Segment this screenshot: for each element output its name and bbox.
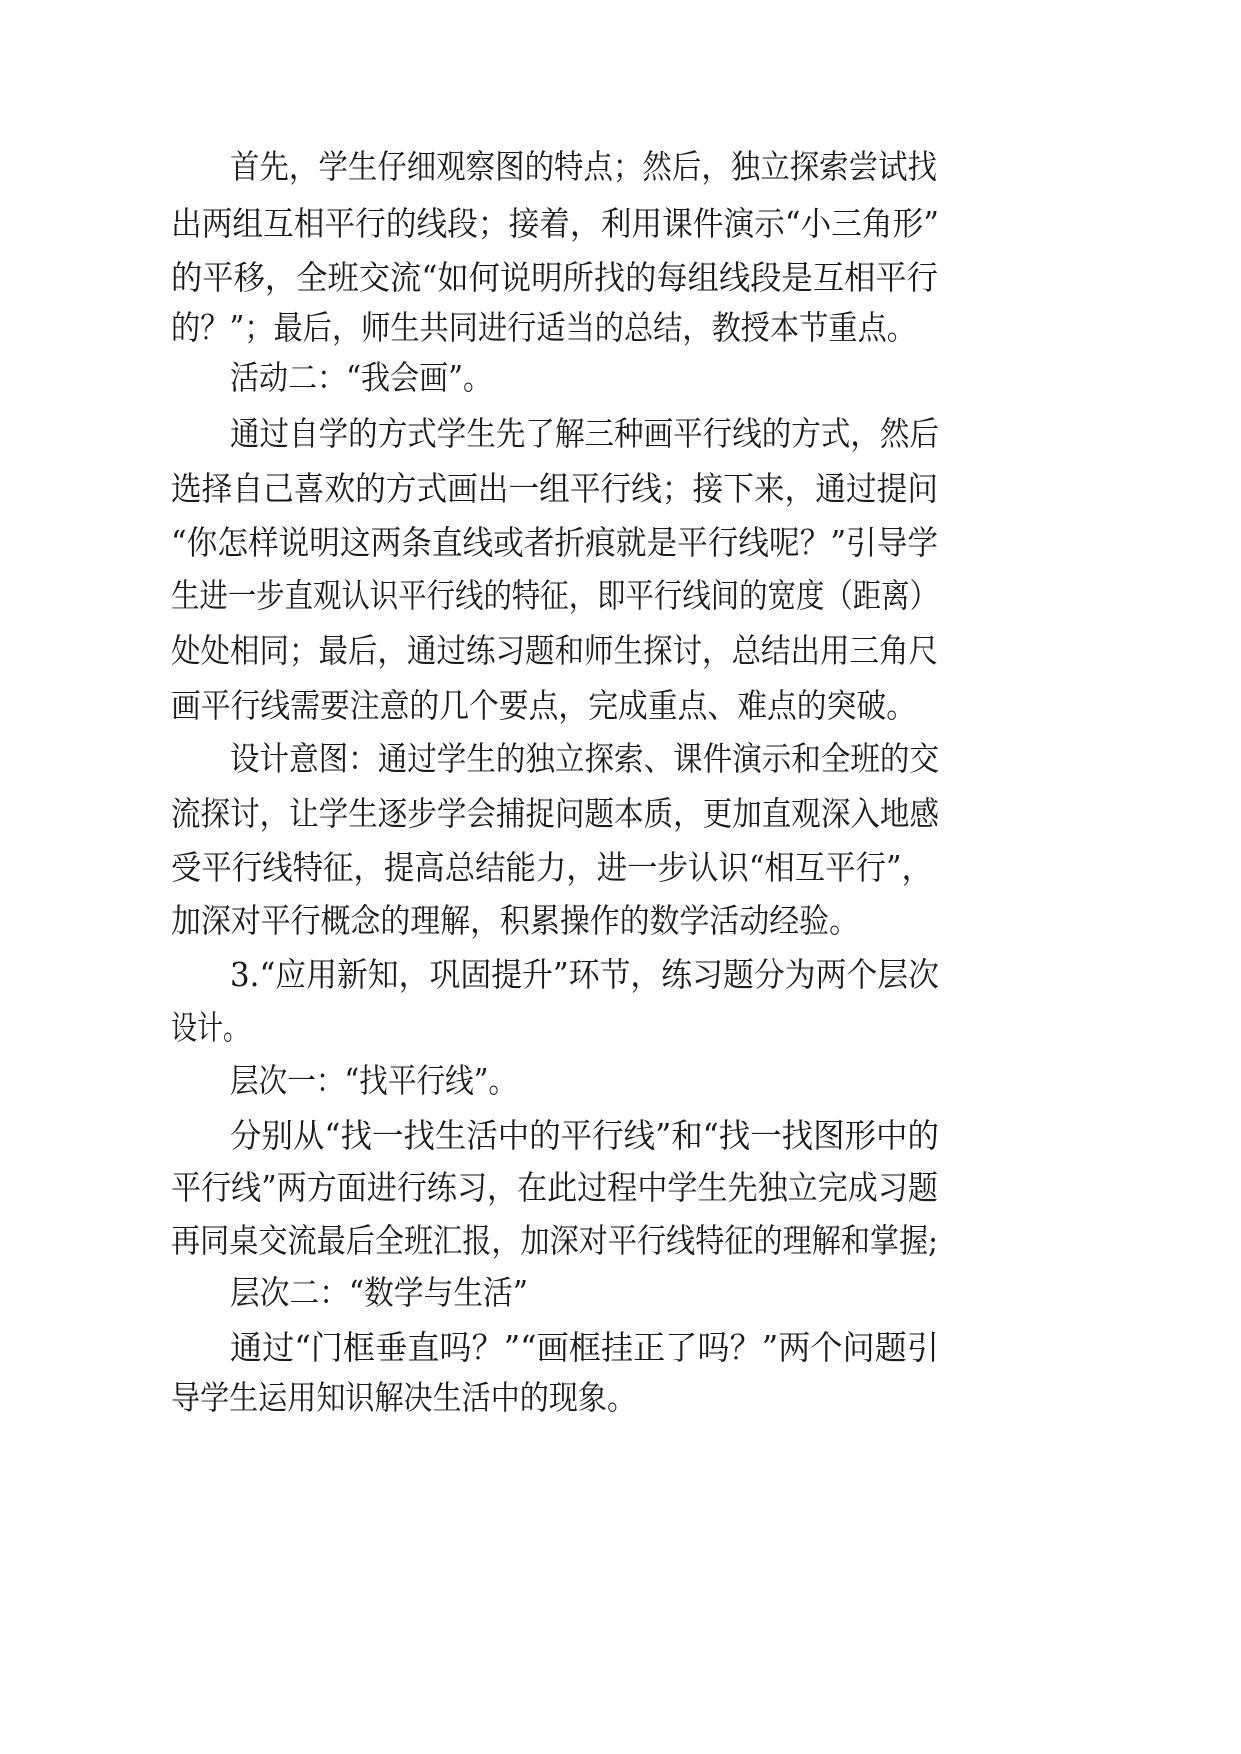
text-line <box>0 137 1241 197</box>
line-text: 通过“门框垂直吗？”“画框挂正了吗？”两个问题引 <box>230 1328 939 1367</box>
line-text: 选择自己喜欢的方式画出一组平行线；接下来，通过提问 <box>171 469 938 508</box>
text-line <box>0 621 1241 681</box>
line-text: 加深对平行概念的理解，积累操作的数学活动经验。 <box>171 901 859 940</box>
line-text: 活动二：“我会画”。 <box>230 358 492 397</box>
line-text: 层次一：“找平行线”。 <box>230 1061 517 1100</box>
line-text: 分别从“找一找生活中的平行线”和“找一找图形中的 <box>230 1116 939 1155</box>
text-line <box>0 998 1241 1058</box>
line-text: 首先，学生仔细观察图的特点；然后，独立探索尝试找 <box>230 147 937 186</box>
text-line <box>0 1051 1241 1111</box>
line-text: 3.“应用新知，巩固提升”环节，练习题分为两个层次 <box>230 955 939 994</box>
line-text: 受平行线特征，提高总结能力，进一步认识“相互平行”， <box>171 848 932 887</box>
line-text: 处处相同；最后，通过练习题和师生探讨，总结出用三角尺 <box>171 631 938 670</box>
line-text: 平行线”两方面进行练习，在此过程中学生先独立完成习题 <box>171 1168 938 1207</box>
line-text: 流探讨，让学生逐步学会捕捉问题本质，更加直观深入地感 <box>171 794 939 833</box>
text-line <box>0 513 1241 573</box>
line-text: “你怎样说明这两条直线或者折痕就是平行线呢？”引导学 <box>171 523 938 562</box>
line-text: 层次二：“数学与生活” <box>230 1273 528 1312</box>
line-text: 再同桌交流最后全班汇报，加深对平行线特征的理解和掌握; <box>171 1221 938 1260</box>
line-text: 导学生运用知识解决生活中的现象。 <box>171 1378 636 1417</box>
line-text: 出两组互相平行的线段；接着，利用课件演示“小三角形” <box>171 204 939 243</box>
line-text: 通过自学的方式学生先了解三种画平行线的方式，然后 <box>230 414 939 453</box>
text-line <box>0 838 1241 898</box>
line-text: 生进一步直观认识平行线的特征，即平行线间的宽度（距离） <box>171 576 938 615</box>
text-line <box>0 784 1241 844</box>
text-line <box>0 459 1241 519</box>
line-text: 的平移，全班交流“如何说明所找的每组线段是互相平行 <box>171 258 938 297</box>
text-line <box>0 566 1241 626</box>
text-line <box>0 676 1241 736</box>
text-line <box>0 1368 1241 1428</box>
text-line <box>0 729 1241 789</box>
line-text: 设计意图：通过学生的独立探索、课件演示和全班的交 <box>230 739 939 778</box>
text-line <box>0 891 1241 951</box>
text-line <box>0 404 1241 464</box>
text-line <box>0 1263 1241 1323</box>
text-line <box>0 1106 1241 1166</box>
text-line <box>0 1211 1241 1271</box>
text-line <box>0 194 1241 254</box>
line-text: 画平行线需要注意的几个要点，完成重点、难点的突破。 <box>171 686 916 725</box>
text-line <box>0 348 1241 408</box>
line-text: 设计。 <box>171 1008 249 1047</box>
text-line <box>0 945 1241 1005</box>
text-line <box>0 1158 1241 1218</box>
line-text: 的？”；最后，师生共同进行适当的总结，教授本节重点。 <box>171 308 916 347</box>
